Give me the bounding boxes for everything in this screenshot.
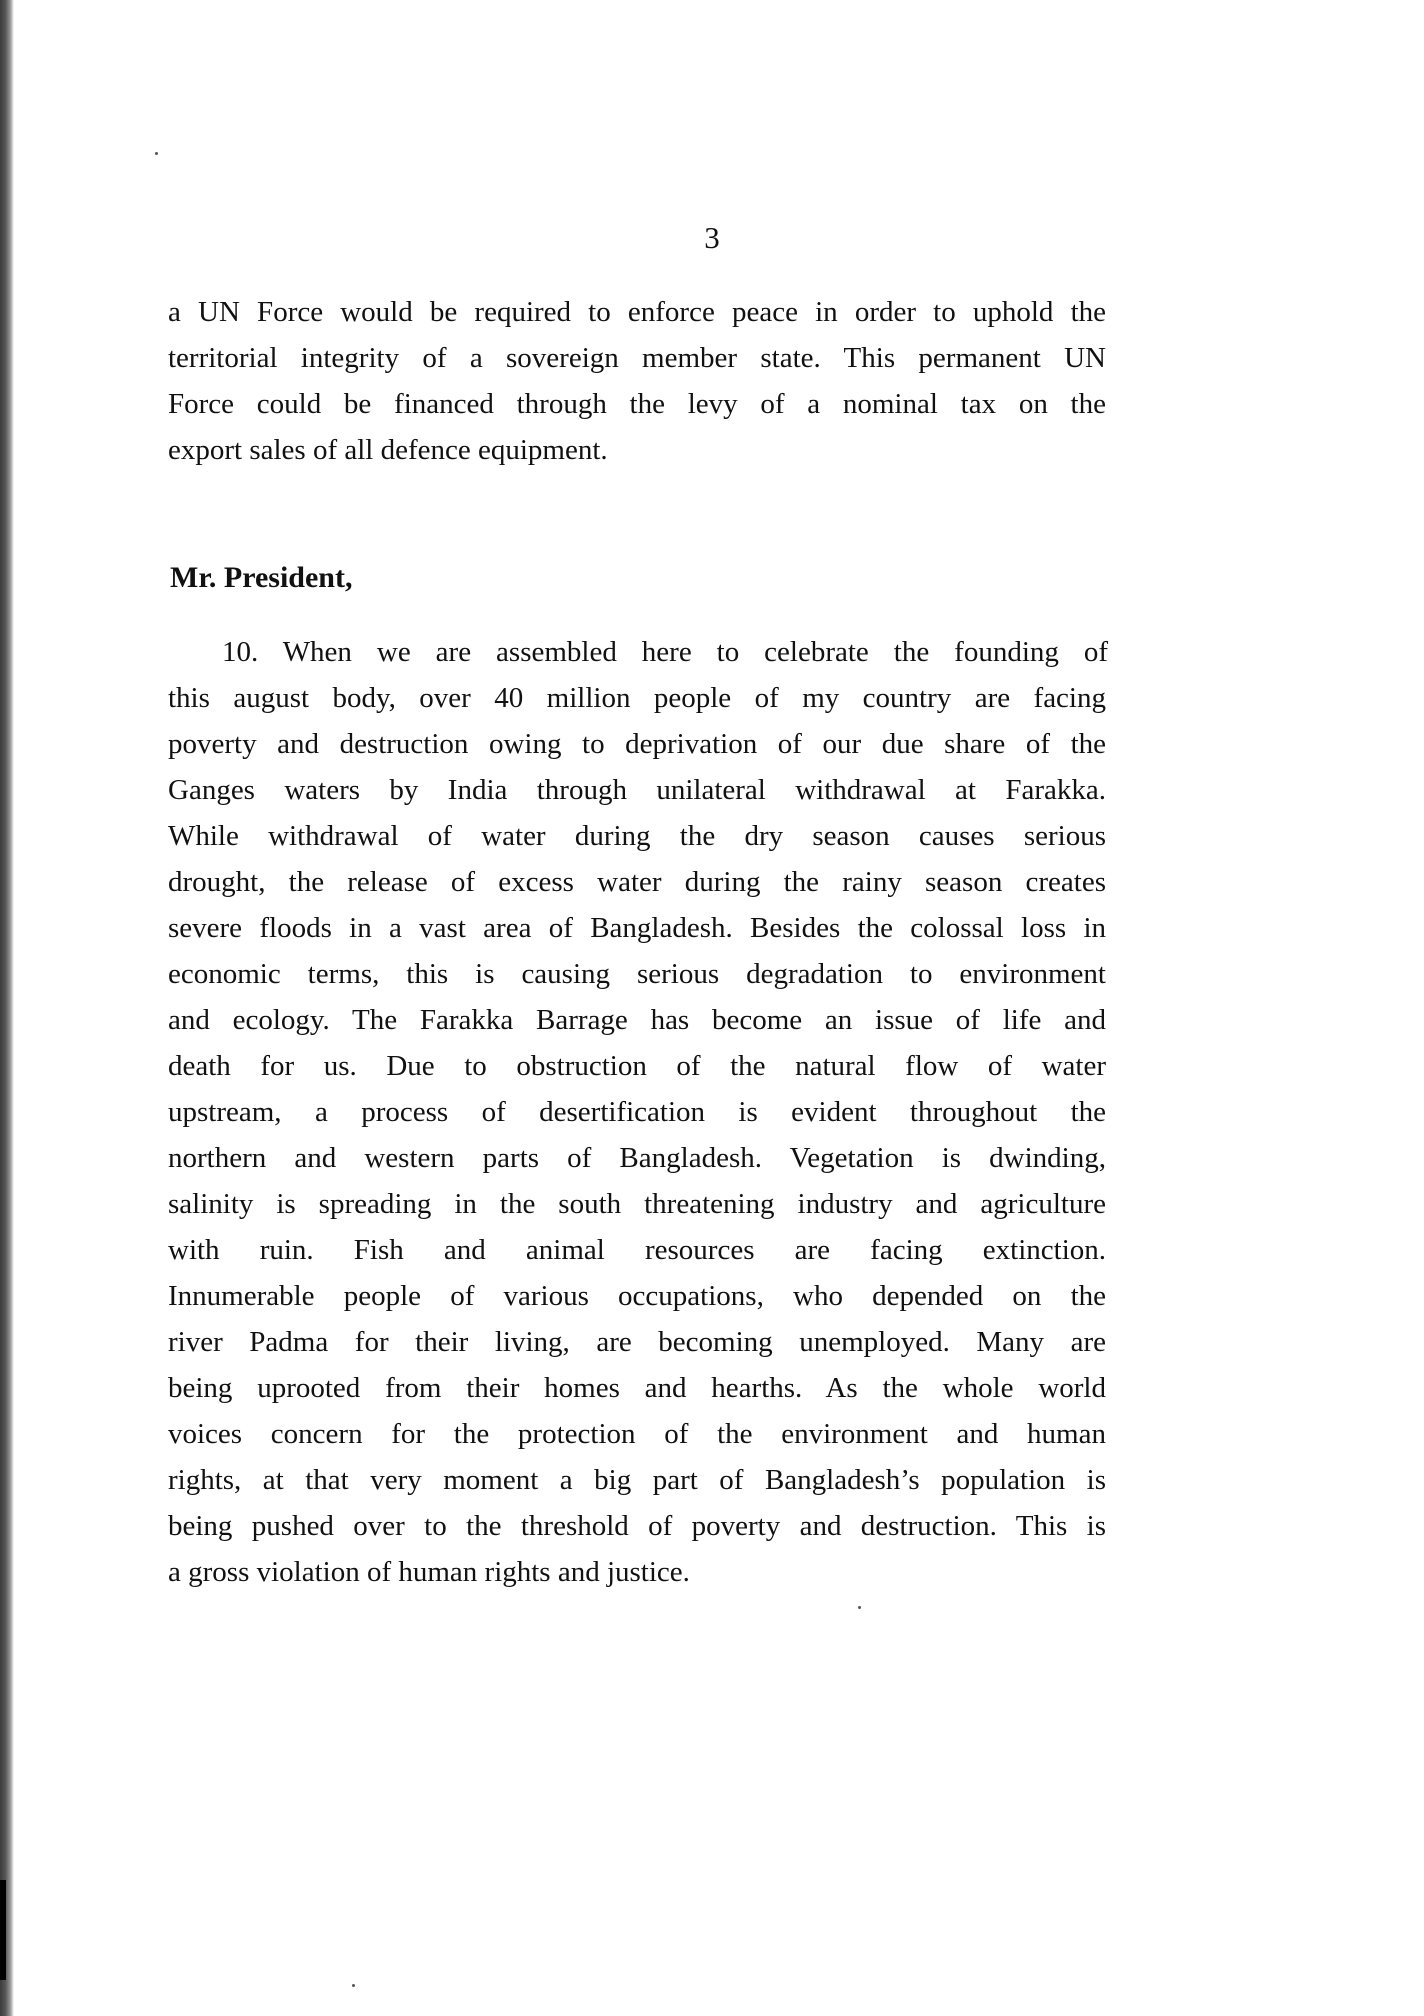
- text-line: being uprooted from their homes and hearths. As the whole world: [168, 1372, 1106, 1404]
- text-line: territorial integrity of a sovereign member state. This permanent UN: [168, 342, 1106, 374]
- scan-edge-shadow: [0, 0, 14, 2016]
- scan-speck: [155, 152, 158, 155]
- text-line: Innumerable people of various occupations, who depended on the: [168, 1280, 1106, 1312]
- text-line: export sales of all defence equipment.: [168, 434, 608, 466]
- text-line: with ruin. Fish and animal resources are facing extinction.: [168, 1234, 1106, 1266]
- text-line: and ecology. The Farakka Barrage has become an issue of life and: [168, 1004, 1106, 1036]
- text-line: northern and western parts of Bangladesh. Vegetation is dwinding,: [168, 1142, 1106, 1174]
- text-line: a UN Force would be required to enforce peace in order to uphold the: [168, 296, 1106, 328]
- text-line: this august body, over 40 million people of my country are facing: [168, 682, 1106, 714]
- text-line: Ganges waters by India through unilateral withdrawal at Farakka.: [168, 774, 1106, 806]
- text-line: river Padma for their living, are becoming unemployed. Many are: [168, 1326, 1106, 1358]
- text-line: salinity is spreading in the south threatening industry and agriculture: [168, 1188, 1106, 1220]
- page-number: 3: [704, 220, 720, 255]
- text-line: While withdrawal of water during the dry season causes serious: [168, 820, 1106, 852]
- scan-speck: [858, 1606, 861, 1609]
- text-line: a gross violation of human rights and justice.: [168, 1556, 690, 1588]
- scan-edge-mark: [0, 1880, 6, 1980]
- scan-speck: [352, 1984, 355, 1987]
- text-line: Force could be financed through the levy of a nominal tax on the: [168, 388, 1106, 420]
- text-line: being pushed over to the threshold of poverty and destruction. This is: [168, 1510, 1106, 1542]
- text-line: 10. When we are assembled here to celebrate the founding of: [222, 636, 1108, 668]
- text-line: upstream, a process of desertification is evident throughout the: [168, 1096, 1106, 1128]
- salutation-heading: Mr. President,: [170, 561, 353, 594]
- text-line: poverty and destruction owing to deprivation of our due share of the: [168, 728, 1106, 760]
- text-line: rights, at that very moment a big part of Bangladesh’s population is: [168, 1464, 1106, 1496]
- text-line: severe floods in a vast area of Bangladesh. Besides the colossal loss in: [168, 912, 1106, 944]
- text-line: voices concern for the protection of the environment and human: [168, 1418, 1106, 1450]
- text-line: death for us. Due to obstruction of the natural flow of water: [168, 1050, 1106, 1082]
- text-line: drought, the release of excess water during the rainy season creates: [168, 866, 1106, 898]
- text-line: economic terms, this is causing serious degradation to environment: [168, 958, 1106, 990]
